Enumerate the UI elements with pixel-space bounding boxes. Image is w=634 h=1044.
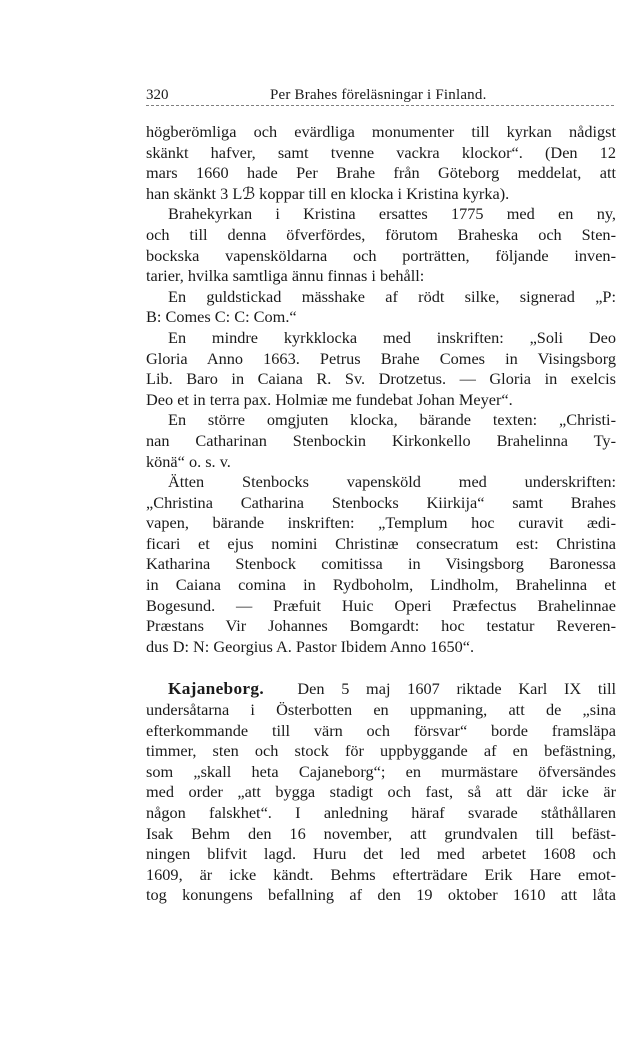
text-line: Isak Behm den 16 november, att grundvalen till befäst- <box>146 823 616 843</box>
text-line: han skänkt 3 Lℬ koppar till en klocka i Kristina kyrka). <box>146 183 510 203</box>
section-kajaneborg <box>146 679 616 906</box>
paragraph <box>146 204 616 286</box>
text-line: någon falskhet“. I anledning häraf svarade ståthållaren <box>146 803 616 822</box>
text-line: tog konungens befallning af den 19 oktober 1610 att låta <box>146 885 616 905</box>
text-line: Katharina Stenbock comitissa in Visingsborg Baronessa <box>146 554 616 574</box>
text-line: högberömliga och evärdliga monumenter till kyrkan nådigst <box>146 122 616 141</box>
text-line: bockska vapensköldarna och porträtten, följande inven- <box>146 245 616 265</box>
text-line: ficari et ejus nomini Christinæ consecratum est: Christina <box>146 533 616 553</box>
text-line: En större omgjuten klocka, bärande texten: „Christi- <box>168 410 616 430</box>
page-header <box>146 87 614 107</box>
section-heading: Kajaneborg. <box>168 679 264 699</box>
text-line: tarier, hvilka samtliga ännu finnas i behåll: <box>146 266 425 286</box>
text-line: Lib. Baro in Caiana R. Sv. Drotzetus. — Gloria in exelcis <box>146 369 616 389</box>
text-line: könä“ o. s. v. <box>146 451 231 471</box>
text-line: mars 1660 hade Per Brahe från Göteborg meddelat, att <box>146 163 616 183</box>
paragraph <box>146 328 616 410</box>
body-text <box>146 122 616 906</box>
text-line: med order „att bygga stadigt och fast, så att där icke är <box>146 782 616 802</box>
text-line: skänkt hafver, samt tvenne vackra klockor“. (Den 12 <box>146 142 616 162</box>
text-line: ningen blifvit lagd. Huru det led med arbetet 1608 och <box>146 844 616 864</box>
paragraph <box>146 122 616 204</box>
section-gap <box>146 657 616 679</box>
text-line <box>146 679 616 700</box>
text-line: Præstans Vir Johannes Bomgardt: hoc testatur Reveren- <box>146 616 616 636</box>
text-line: B: Comes C: C: Com.“ <box>146 307 297 327</box>
text-line: En mindre kyrkklocka med inskriften: „Soli Deo <box>168 327 616 347</box>
paragraph <box>146 410 616 472</box>
page-number: 320 <box>146 87 169 103</box>
paragraph <box>146 287 616 328</box>
header-rule <box>146 105 614 106</box>
text-line: En guldstickad mässhake af rödt silke, signerad „P: <box>168 286 616 306</box>
text-line: timmer, sten och stock för uppbyggande af en befästning, <box>146 741 616 761</box>
text-line: efterkommande till värn och försvar“ borde framsläpa <box>146 720 616 740</box>
text-line: 1609, är icke kändt. Behms efterträdare Erik Hare emot- <box>146 864 616 884</box>
paragraph <box>146 472 616 657</box>
text-line: vapen, bärande inskriften: „Templum hoc curavit ædi- <box>146 513 616 533</box>
section-first-line: Den 5 maj 1607 riktade Karl IX till <box>297 679 616 699</box>
text-line: Deo et in terra pax. Holmiæ me fundebat Johan Meyer“. <box>146 389 513 409</box>
text-line: Ätten Stenbocks vapensköld med underskriften: <box>168 472 616 492</box>
text-line: Bogesund. — Præfuit Huic Operi Præfectus Brahelinnae <box>146 595 616 615</box>
text-line: dus D: N: Georgius A. Pastor Ibidem Anno 1650“. <box>146 636 475 656</box>
text-line: Brahekyrkan i Kristina ersattes 1775 med en ny, <box>168 204 616 224</box>
text-line: Gloria Anno 1663. Petrus Brahe Comes in Visingsborg <box>146 348 616 368</box>
text-line: undersåtarna i Österbotten en uppmaning, att de „sina <box>146 700 616 720</box>
text-line: in Caiana comina in Rydboholm, Lindholm, Brahelinna et <box>146 575 616 595</box>
text-line: nan Catharinan Stenbockin Kirkonkello Brahelinna Ty- <box>146 430 616 450</box>
text-line: och till denna öfverfördes, förutom Braheska och Sten- <box>146 224 616 244</box>
running-title: Per Brahes föreläsningar i Finland. <box>270 87 487 103</box>
text-line: „Christina Catharina Stenbocks Kiirkija“ samt Brahes <box>146 492 616 512</box>
text-line: som „skall heta Cajaneborg“; en murmästare öfversändes <box>146 761 616 781</box>
